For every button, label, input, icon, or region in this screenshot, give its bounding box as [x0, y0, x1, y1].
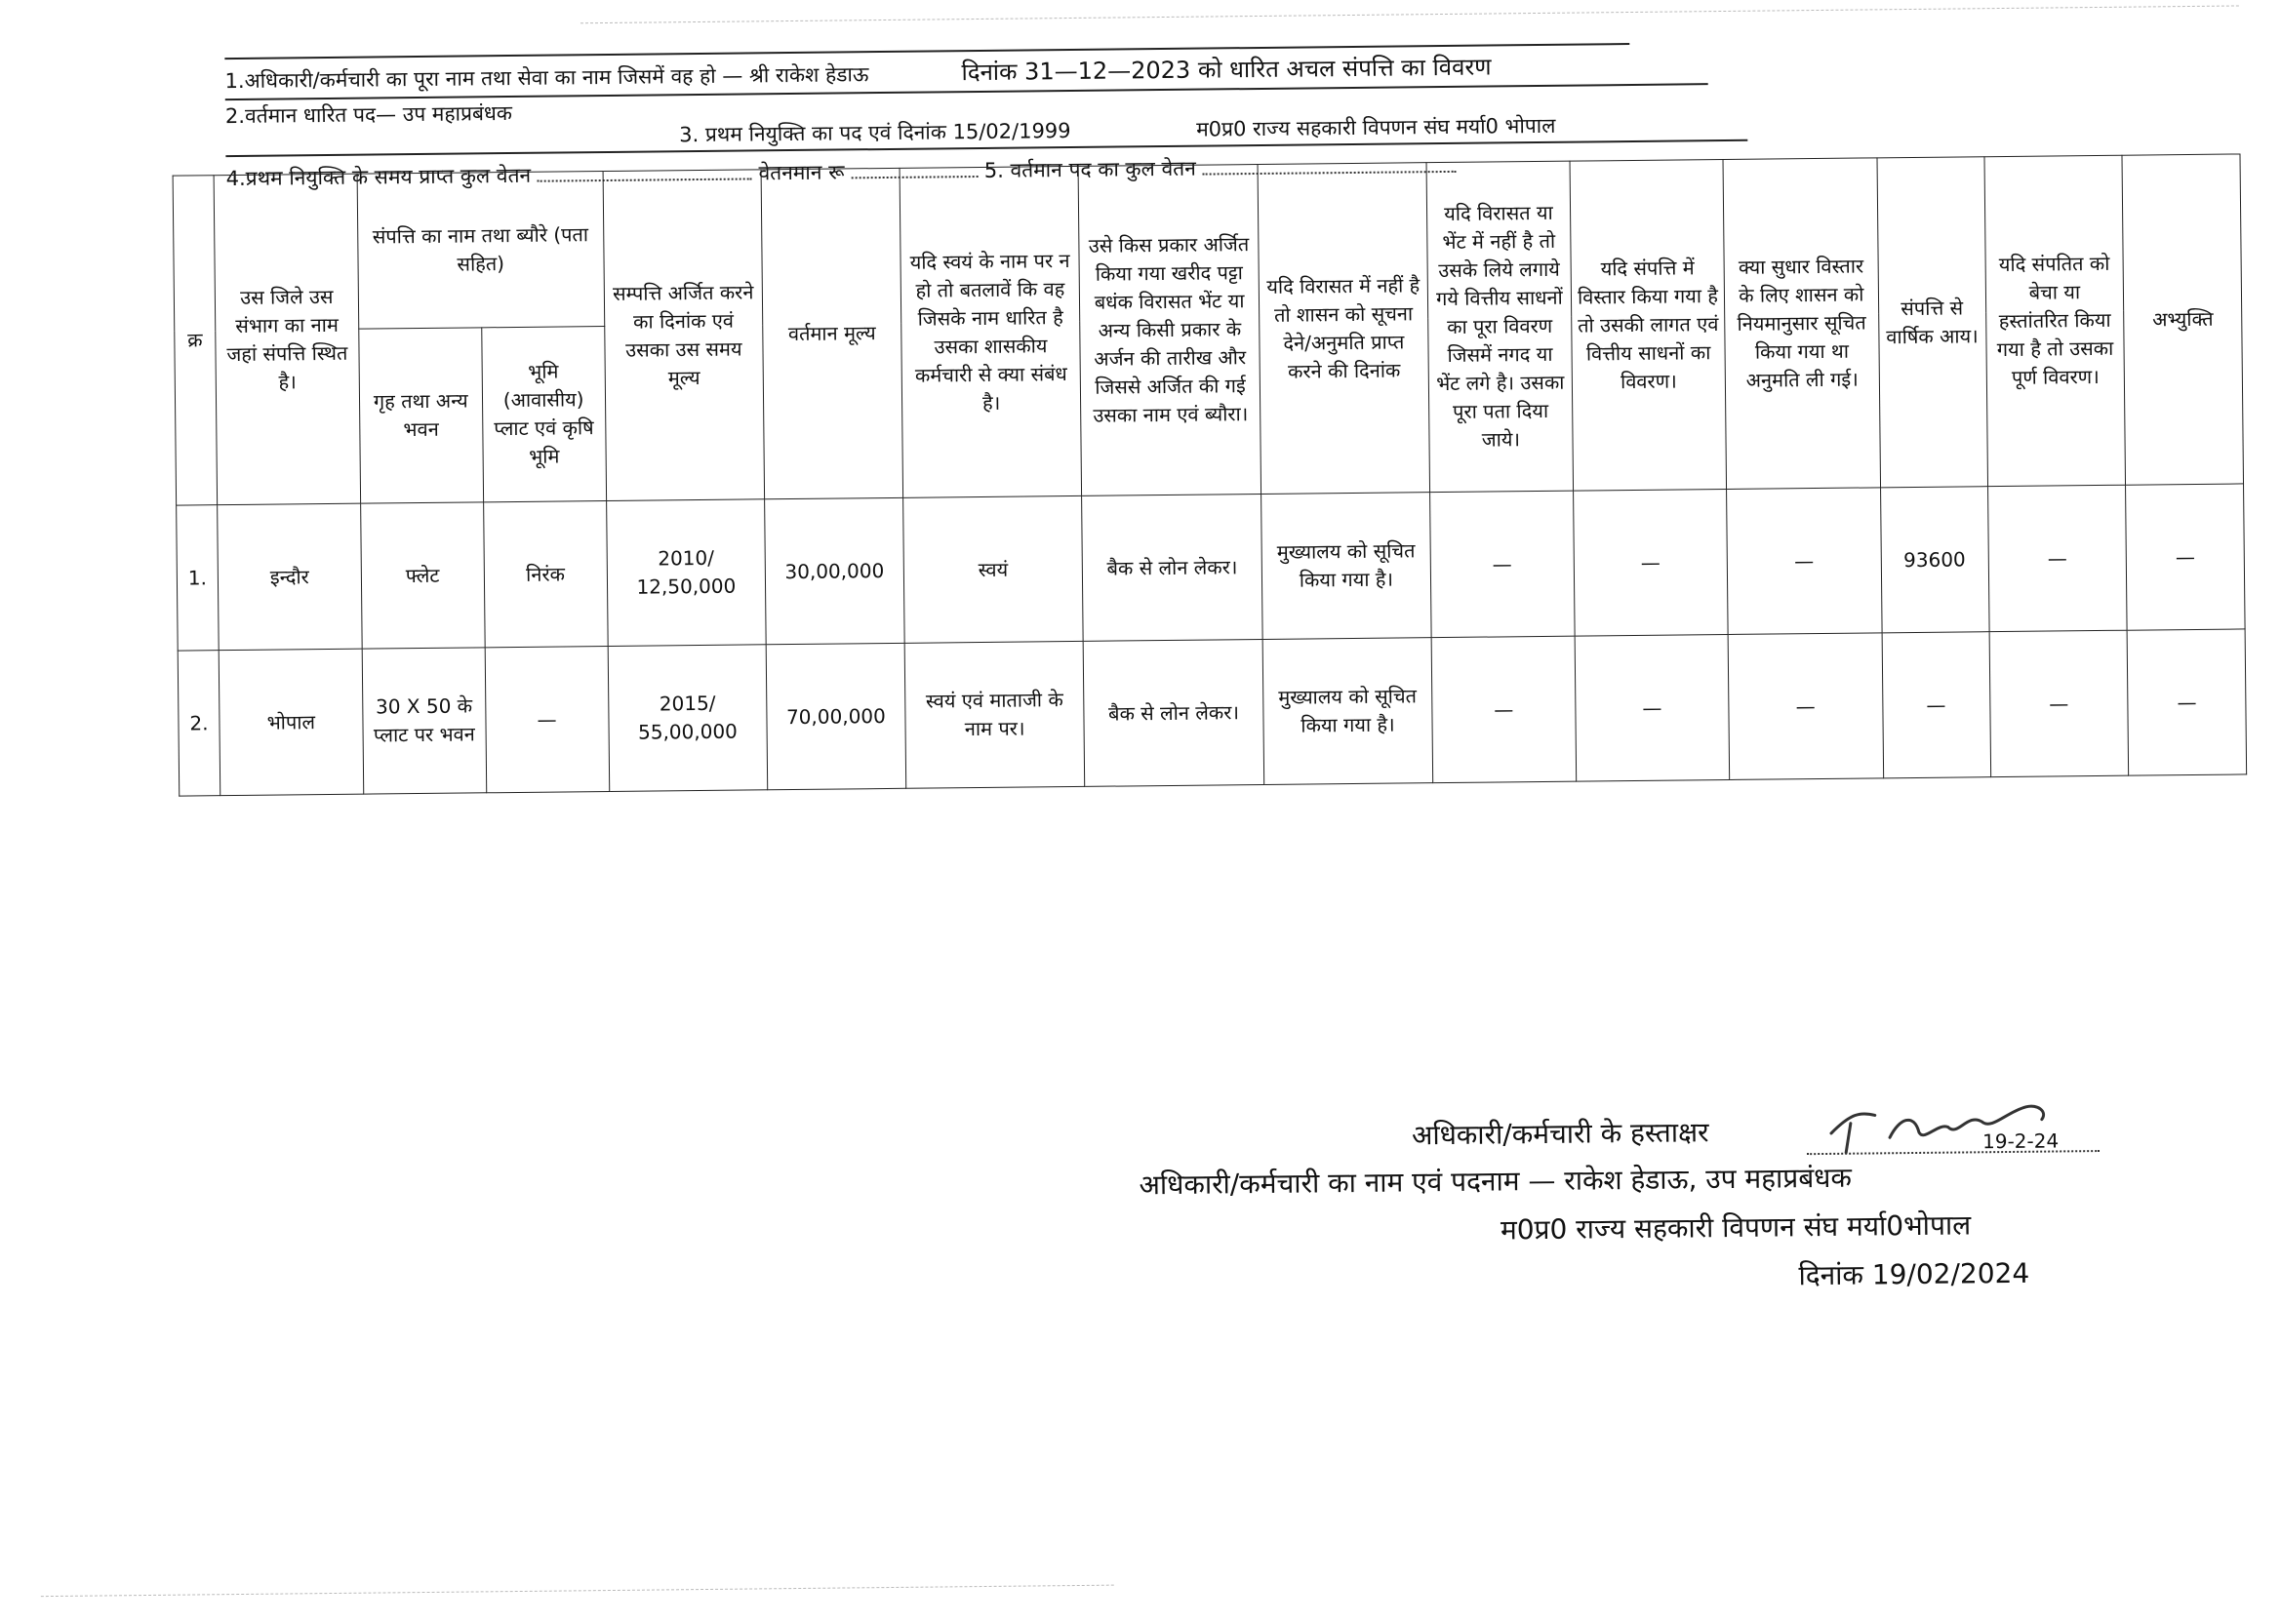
- cell-sno: 1.: [177, 505, 220, 651]
- col-header-sno: क्र: [173, 176, 217, 505]
- cell-district: भोपाल: [219, 649, 363, 796]
- officer-organisation: म0प्र0 राज्य सहकारी विपणन संघ मर्या0भोपाल: [1500, 1208, 1972, 1247]
- col-header-district: उस जिले उस संभाग का नाम जहां संपत्ति स्थित है।: [214, 174, 360, 505]
- col-header-annual-income: संपत्ति से वार्षिक आय।: [1877, 157, 1988, 488]
- pay-scale-label: वेतनमान रू: [758, 160, 845, 185]
- first-appointment-line: 3. प्रथम नियुक्ति का पद एवं दिनांक 15/02/1999: [679, 119, 1071, 147]
- cell-expansion-permission: —: [1728, 633, 1883, 780]
- col-header-owner: यदि स्वयं के नाम पर न हो तो बतलावें कि वह जिसके नाम धारित है उसका शासकीय कर्मचारी से क्या संबंध है।: [900, 166, 1082, 497]
- cell-expansion: —: [1573, 489, 1728, 636]
- cell-expansion: —: [1575, 634, 1730, 781]
- current-post-line: 2.वर्तमान धारित पद— उप महाप्रबंधक: [224, 101, 513, 129]
- property-table: [173, 153, 2248, 796]
- current-salary-label: 5. वर्तमान पद का कुल वेतन: [983, 156, 1196, 182]
- col-header-remarks: अभ्युक्ति: [2122, 154, 2243, 485]
- col-header-land: भूमि (आवासीय) प्लाट एवं कृषि भूमि: [481, 327, 606, 502]
- table-header-row: [173, 154, 2242, 331]
- cell-annual-income: 93600: [1880, 487, 1989, 633]
- col-header-finance: यदि विरासत या भेंट में नहीं है तो उसके लिये लगाये गये वित्तीय साधनों का पूरा विवरण जिसमें नगद या भेंट लगे है। उसका पूरा पता दिया जाये।: [1426, 161, 1573, 493]
- cell-intimation: मुख्यालय को सूचित किया गया है।: [1261, 493, 1431, 640]
- cell-owner: स्वयं: [902, 495, 1083, 643]
- cell-expansion-permission: —: [1727, 488, 1882, 635]
- cell-how-acquired: बैक से लोन लेकर।: [1082, 494, 1262, 641]
- cell-land: —: [485, 647, 609, 793]
- cell-finance: —: [1431, 636, 1576, 783]
- cell-house: 30 X 50 के प्लाट पर भवन: [362, 648, 486, 794]
- col-header-intimation: यदि विरासत में नहीं है तो शासन को सूचना देने/अनुमति प्राप्त करने की दिनांक: [1258, 163, 1430, 495]
- scan-artifact-line: [580, 5, 2239, 23]
- cell-remarks: —: [2126, 484, 2245, 630]
- col-header-expansion: यदि संपत्ति में विस्तार किया गया है तो उसकी लागत एवं वित्तीय साधनों का विवरण।: [1570, 160, 1727, 492]
- cell-land: निरंक: [483, 501, 607, 648]
- cell-district: इन्दौर: [218, 503, 362, 651]
- cell-remarks: —: [2127, 629, 2246, 775]
- cell-annual-income: —: [1882, 632, 1991, 778]
- cell-sno: 2.: [178, 651, 220, 796]
- cell-owner: स्वयं एवं माताजी के नाम पर।: [904, 641, 1085, 788]
- employee-name-line: 1.अधिकारी/कर्मचारी का पूरा नाम तथा सेवा का नाम जिसमें वह हो — श्री राकेश हेडाऊ: [224, 62, 869, 94]
- document-title: दिनांक 31—12—2023 को धारित अचल संपत्ति का विवरण: [961, 53, 1492, 87]
- signature-date: दिनांक 19/02/2024: [1798, 1256, 2030, 1292]
- cell-acquired: 2015/ 55,00,000: [608, 645, 768, 792]
- first-salary-label: 4.प्रथम नियुक्ति के समय प्राप्त कुल वेतन: [225, 163, 532, 191]
- officer-name-designation: अधिकारी/कर्मचारी का नाम एवं पदनाम — राकेश हेडाऊ, उप महाप्रबंधक: [1139, 1161, 1853, 1202]
- cell-how-acquired: बैक से लोन लेकर।: [1083, 639, 1263, 786]
- organisation-line: म0प्र0 राज्य सहकारी विपणन संघ मर्या0 भोपाल: [1196, 113, 1556, 141]
- col-header-expansion-permission: क्या सुधार विस्तार के लिए शासन को नियमानुसार सूचित किया गया था अनुमति ली गई।: [1723, 158, 1880, 490]
- cell-current-value: 70,00,000: [766, 643, 905, 789]
- table-row: [177, 484, 2245, 651]
- cell-sold: —: [1987, 485, 2127, 631]
- col-header-house: गृह तथा अन्य भवन: [359, 328, 484, 503]
- col-header-how-acquired: उसे किस प्रकार अर्जित किया गया खरीद पट्टा बधंक विरासत भेंट या अन्य किसी प्रकार के अर्जन की तारीख और जिससे अर्जित की गई उसका नाम एवं ब्यौरा।: [1078, 165, 1261, 496]
- col-header-sold: यदि संपतित को बेचा या हस्तांतरित किया गया है तो उसका पूर्ण विवरण।: [1984, 155, 2126, 486]
- col-header-property-group: संपत्ति का नाम तथा ब्यौरे (पता सहित): [357, 172, 604, 330]
- signature-label: अधिकारी/कर्मचारी के हस्ताक्षर: [1411, 1116, 1709, 1152]
- cell-current-value: 30,00,000: [765, 497, 904, 644]
- col-header-current-value: वर्तमान मूल्य: [761, 168, 902, 498]
- cell-intimation: मुख्यालय को सूचित किया गया है।: [1262, 638, 1433, 785]
- scan-artifact-line: [41, 1585, 1114, 1598]
- cell-house: फ्लेट: [360, 502, 484, 649]
- col-header-acquired: सम्पत्ति अर्जित करने का दिनांक एवं उसका उस समय मूल्य: [603, 170, 765, 501]
- cell-acquired: 2010/ 12,50,000: [606, 499, 766, 647]
- table-row: [178, 629, 2246, 796]
- cell-finance: —: [1430, 491, 1575, 638]
- cell-sold: —: [1989, 630, 2129, 776]
- handwritten-date: 19-2-24: [1981, 1129, 2060, 1154]
